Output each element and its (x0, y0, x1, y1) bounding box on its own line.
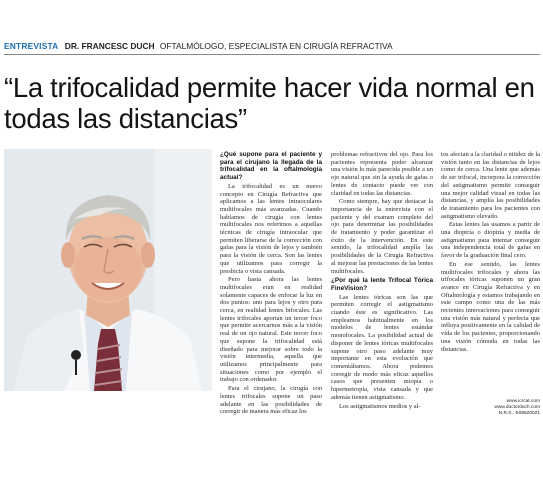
header (4, 40, 540, 52)
answer-paragraph: tos afectan a la claridad o nitidez de la visión tanto en las distancias de lejos como de cerca. Una lente que además de ser trifocal, incorpora la corrección del astigmatismo permite conseguir una mejor calidad visual en todas las distancias, y amplía las posibilidades de tratamiento para los pacientes con astigmatismo elevado. (441, 151, 540, 220)
answer-paragraph: Estas lentes las usamos a partir de una dioptría o dioptría y media de astigmatismo para intentar conseguir una independencia total de gafas en favor de la graduación final cero. (441, 221, 540, 260)
registry-number: N.R.S.: E08620021 (498, 411, 540, 416)
answer-paragraph: Los astigmatismos medios y al- (339, 402, 421, 410)
doctor-photo (4, 149, 212, 391)
answer-paragraph: Pero hasta ahora las lentes multifocales eran en realidad solamente capaces de enfocar la luz en dos puntos: uno para lejos y otro para cerca, en realidad lentes bifocales. Las lentes trifocales aportan un tercer foco que permite acercarnos más a la visión real de un ojo natural. Este tercer foco que supone la trifocalidad está diseñado para mejorar sobre todo la visión intermedia, aquella que utilizamos principalmente para situaciones como por ejemplo el trabajo con ordenador. (220, 276, 322, 384)
website-link-2[interactable]: www.doctorduch.com (494, 405, 540, 410)
website-link-1[interactable]: www.icrcat.com (506, 399, 540, 404)
article-column-1 (220, 151, 322, 416)
article-column-3 (441, 151, 540, 353)
headline: “La trifocalidad permite hacer vida normal en todas las distancias” (4, 72, 535, 134)
article-column-2 (331, 151, 433, 410)
interviewee-role: OFTALMÓLOGO, ESPECIALISTA EN CIRUGÍA REFRACTIVA (159, 41, 393, 51)
footer-credits (441, 399, 540, 417)
header-divider (4, 54, 540, 55)
interview-question-1: ¿Qué supone para el paciente y para el cirujano la llegada de la trifocalidad en la oftalmología actual? (220, 151, 322, 182)
interviewee-name: DR. FRANCESC DUCH (64, 41, 155, 51)
answer-paragraph: problemas refractivos del ojo. Para los pacientes representa poder alcanzar una visión lo más parecida posible a un ojo natural que sin la ayuda de gafas o lentes de contacto puede ver con claridad en todas las distancias. (331, 151, 433, 197)
interview-question-2: ¿Por qué la lente Trifocal Tórica FineVision? (331, 277, 433, 292)
answer-paragraph: Las lentes tóricas son las que permiten corregir el astigmatismo cuando éste es significativo. Las empleamos habitualmente en los modelos de lentes estándar monofocales. La posibilidad actual de disponer de lentes tóricas multifocales supone otro paso adelante muy importante en esta evolución que comentábamos. Ahora podemos corregir de modo más eficaz aquellos casos que presenten miopía o hipermetropía, vista cansada y que además tienen astigmatismo. (331, 293, 433, 401)
answer-paragraph: Como siempre, hay que destacar la importancia de la entrevista con el paciente y del examen completo del ojo para determinar las posibilidades de tratamiento y poder garantizar el éxito de la intervención. En este sentido, la trifocalidad amplía las posibilidades de la Cirugía Refractiva al mejorar las prestaciones de las lentes multifocales. (331, 198, 433, 275)
answer-paragraph: La trifocalidad es un nuevo concepto en Cirugía Refractiva que aplicamos a las lentes intraoculares multifocales más avanzadas. Cuando hablamos de cirugía con lentes multifocales nos referimos a aquellas técnicas de cirugía intraocular que permiten liberarse de la corrección con gafas para la visión de lejos y también para la visión de cerca. Son las lentes que utilizamos para corregir la presbicia o vista cansada. (220, 182, 322, 275)
answer-paragraph: En ese sentido, las lentes multifocales trifocales y ahora las trifocales tóricas suponen un gran avance en Cirugía Refractiva y en Oftalmología y estamos trabajando en este campo como una de las más recientes innovaciones para conseguir una visión más natural y perfecta que influya positivamente en la calidad de vida de los pacientes, proporcionando una visión cómoda en todas las distancias. (441, 260, 540, 353)
section-label: ENTREVISTA (4, 41, 59, 51)
doctor-portrait-image (4, 149, 212, 391)
answer-paragraph: Para el cirujano, la cirugía con lentes trifocales supone un paso adelante en las posibilidades de corregir de manera más eficaz los (220, 385, 322, 416)
